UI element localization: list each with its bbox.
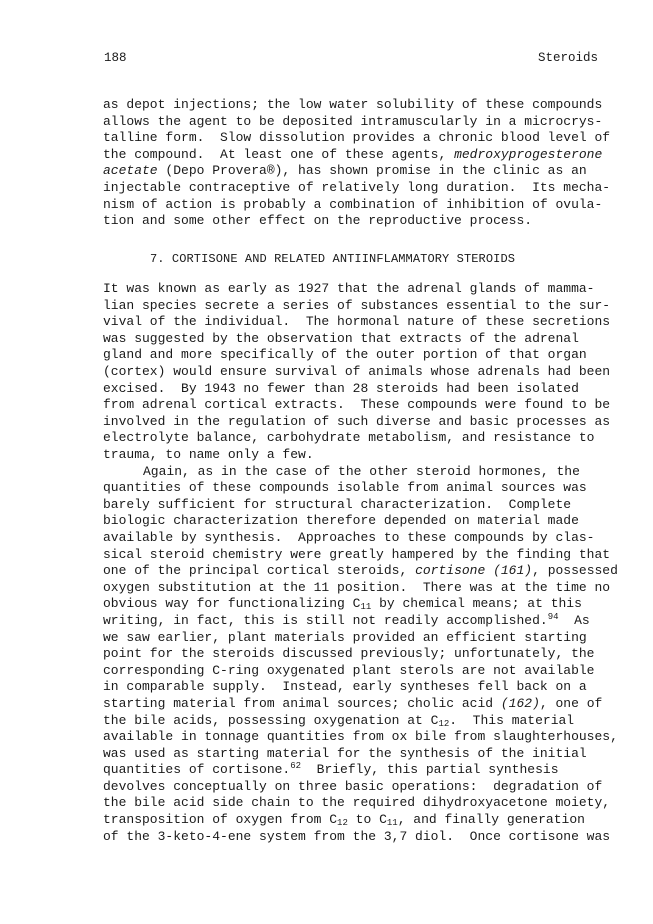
text-line (103, 596, 603, 613)
text-line: involved in the regulation of such diverse and basic processes as (103, 413, 611, 429)
text-run: . This material (449, 712, 575, 728)
text-line (103, 163, 603, 180)
text-line: It was known as early as 1927 that the adrenal glands of mamma- (103, 281, 595, 296)
text-line: quantities of these compounds isolable from animal sources was (103, 480, 587, 496)
text-line (103, 696, 603, 713)
subscript: 11 (360, 602, 372, 613)
text-line: trauma, to name only a few. (103, 446, 314, 462)
text-line: the bile acid side chain to the required dihydroxyacetone moiety, (103, 795, 611, 811)
text-line (103, 613, 603, 630)
text-line: biologic characterization therefore depended on material made (103, 513, 579, 529)
text-run: to C (347, 812, 387, 828)
subscript: 11 (386, 818, 398, 829)
compound-reference-italic: cortisone (161) (415, 563, 533, 579)
page-number: 188 (104, 51, 127, 65)
text-line: was suggested by the observation that extracts of the adrenal (103, 330, 579, 346)
drug-name-italic: acetate (103, 163, 158, 179)
paragraph-adrenal-history (103, 281, 611, 464)
section-heading: 7. CORTISONE AND RELATED ANTIINFLAMMATORY STEROIDS (150, 252, 516, 266)
running-title: Steroids (537, 51, 598, 65)
text-line (103, 147, 603, 164)
text-line: available by synthesis. Approaches to these compounds by clas- (103, 529, 595, 545)
text-run: , and finally generation (397, 812, 585, 828)
text-line: oxygen substitution at the 11 position. There was at the time no (103, 579, 611, 595)
text-run: , possessed (532, 563, 618, 579)
text-run: one of the principal cortical steroids, (103, 563, 416, 579)
text-run: writing, in fact, this is still not readily accomplished. (103, 612, 548, 628)
text-run: obvious way for functionalizing C (103, 596, 361, 612)
text-line: vival of the individual. The hormonal nature of these secretions (103, 314, 611, 330)
text-line: talline form. Slow dissolution provides a chronic blood level of (103, 130, 611, 146)
text-line: (cortex) would ensure survival of animals whose adrenals had been (103, 363, 611, 379)
text-run: starting material from animal sources; cholic acid (103, 695, 501, 711)
subscript: 12 (438, 718, 450, 729)
paragraph-depot-injections (103, 97, 611, 230)
text-line: Again, as in the case of the other steroid hormones, the (143, 463, 580, 479)
text-line: electrolyte balance, carbohydrate metabolism, and resistance to (103, 430, 595, 446)
text-line (103, 713, 603, 730)
text-line: as depot injections; the low water solubility of these compounds (103, 97, 603, 112)
text-line: allows the agent to be deposited intramuscularly in a microcrys- (103, 113, 603, 129)
text-run: As (558, 612, 590, 628)
text-line: from adrenal cortical extracts. These compounds were found to be (103, 397, 611, 413)
subscript: 12 (337, 818, 348, 829)
text-line: corresponding C-ring oxygenated plant sterols are not available (103, 662, 595, 678)
text-run: quantities of cortisone. (103, 762, 291, 778)
citation-superscript: 94 (547, 611, 559, 622)
text-line: excised. By 1943 no fewer than 28 steroids had been isolated (103, 380, 579, 396)
text-line: lian species secrete a series of substances essential to the sur- (103, 297, 611, 313)
text-run: Briefly, this partial synthesis (301, 762, 559, 778)
text-line: devolves conceptually on three basic operations: degradation of (103, 778, 603, 794)
text-line: barely sufficient for structural characterization. Complete (103, 496, 572, 512)
text-line: gland and more specifically of the outer portion of that organ (103, 347, 587, 363)
text-line: nism of action is probably a combination of inhibition of ovula- (103, 196, 603, 212)
text-line (103, 762, 603, 779)
drug-name-italic: medroxyprogesterone (454, 146, 603, 162)
text-line: we saw earlier, plant materials provided an efficient starting (103, 629, 587, 645)
citation-superscript: 62 (290, 761, 302, 772)
text-line (103, 812, 603, 829)
text-line: tion and some other effect on the reproductive process. (103, 213, 533, 229)
text-line (103, 563, 618, 580)
text-run: transposition of oxygen from C (103, 812, 338, 828)
text-line: injectable contraceptive of relatively long duration. Its mecha- (103, 179, 611, 195)
text-line: of the 3-keto-4-ene system from the 3,7 diol. Once cortisone was (103, 828, 611, 844)
text-run: , one of (539, 695, 603, 711)
text-run: the bile acids, possessing oxygenation at C (103, 712, 439, 728)
compound-reference-italic: (162) (500, 695, 540, 711)
text-line: available in tonnage quantities from ox bile from slaughterhouses, (103, 729, 618, 745)
running-header (104, 51, 598, 65)
paragraph-cortisone-synthesis (103, 463, 618, 846)
text-line: point for the steroids discussed previously; unfortunately, the (103, 646, 595, 662)
text-line: in comparable supply. Instead, early syntheses fell back on a (103, 679, 587, 695)
text-line: sical steroid chemistry were greatly hampered by the finding that (103, 546, 611, 562)
text-line: was used as starting material for the synthesis of the initial (103, 745, 587, 761)
text-run: (Depo Provera®), has shown promise in the clinic as an (157, 163, 587, 179)
text-run: by chemical means; at this (371, 596, 582, 612)
text-run: the compound. At least one of these agents, (103, 146, 455, 162)
